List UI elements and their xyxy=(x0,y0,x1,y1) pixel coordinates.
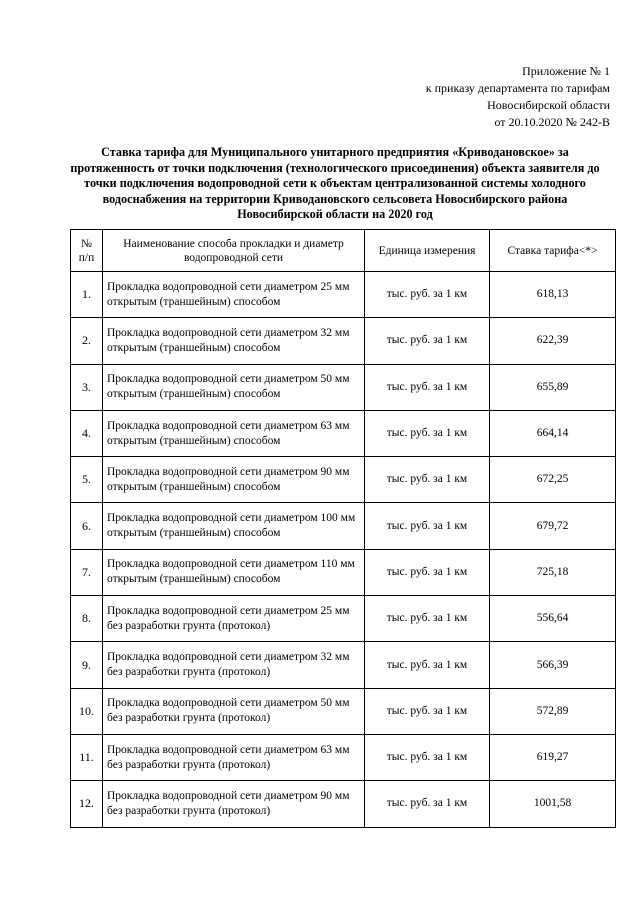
cell-unit: тыс. руб. за 1 км xyxy=(365,688,490,734)
cell-rate: 664,14 xyxy=(490,410,616,456)
cell-num: 1. xyxy=(71,272,103,318)
cell-num: 10. xyxy=(71,688,103,734)
table-row xyxy=(71,503,616,549)
table-row xyxy=(71,688,616,734)
header-unit: Единица измерения xyxy=(365,230,490,272)
cell-name: Прокладка водопроводной сети диаметром 32 мм открытым (траншейным) способом xyxy=(103,318,365,364)
cell-num: 7. xyxy=(71,549,103,595)
cell-rate: 619,27 xyxy=(490,734,616,780)
table-row xyxy=(71,457,616,503)
cell-num: 6. xyxy=(71,503,103,549)
appendix-line: Новосибирской области xyxy=(487,98,610,112)
table-row xyxy=(71,734,616,780)
cell-rate: 1001,58 xyxy=(490,781,616,827)
table-row xyxy=(71,549,616,595)
cell-rate: 618,13 xyxy=(490,272,616,318)
cell-num: 2. xyxy=(71,318,103,364)
cell-unit: тыс. руб. за 1 км xyxy=(365,734,490,780)
cell-unit: тыс. руб. за 1 км xyxy=(365,272,490,318)
appendix-block xyxy=(426,63,610,131)
cell-num: 9. xyxy=(71,642,103,688)
cell-num: 4. xyxy=(71,410,103,456)
cell-name: Прокладка водопроводной сети диаметром 100 мм открытым (траншейным) способом xyxy=(103,503,365,549)
cell-unit: тыс. руб. за 1 км xyxy=(365,364,490,410)
header-name: Наименование способа прокладки и диаметр водопроводной сети xyxy=(103,230,365,272)
appendix-line: Приложение № 1 xyxy=(522,64,610,78)
cell-name: Прокладка водопроводной сети диаметром 32 мм без разработки грунта (протокол) xyxy=(103,642,365,688)
appendix-line: от 20.10.2020 № 242-В xyxy=(494,115,610,129)
tariff-table xyxy=(70,229,616,828)
cell-rate: 655,89 xyxy=(490,364,616,410)
cell-rate: 725,18 xyxy=(490,549,616,595)
cell-num: 12. xyxy=(71,781,103,827)
table-header-row xyxy=(71,230,616,272)
cell-unit: тыс. руб. за 1 км xyxy=(365,457,490,503)
header-rate: Ставка тарифа<*> xyxy=(490,230,616,272)
cell-rate: 622,39 xyxy=(490,318,616,364)
table-row xyxy=(71,364,616,410)
header-num: № п/п xyxy=(71,230,103,272)
cell-name: Прокладка водопроводной сети диаметром 50 мм без разработки грунта (протокол) xyxy=(103,688,365,734)
cell-rate: 572,89 xyxy=(490,688,616,734)
cell-num: 11. xyxy=(71,734,103,780)
table-row xyxy=(71,318,616,364)
cell-num: 5. xyxy=(71,457,103,503)
cell-unit: тыс. руб. за 1 км xyxy=(365,781,490,827)
cell-name: Прокладка водопроводной сети диаметром 90 мм без разработки грунта (протокол) xyxy=(103,781,365,827)
table-row xyxy=(71,272,616,318)
cell-unit: тыс. руб. за 1 км xyxy=(365,642,490,688)
table-row xyxy=(71,781,616,827)
cell-unit: тыс. руб. за 1 км xyxy=(365,596,490,642)
cell-name: Прокладка водопроводной сети диаметром 25 мм без разработки грунта (протокол) xyxy=(103,596,365,642)
cell-name: Прокладка водопроводной сети диаметром 90 мм открытым (траншейным) способом xyxy=(103,457,365,503)
cell-name: Прокладка водопроводной сети диаметром 50 мм открытым (траншейным) способом xyxy=(103,364,365,410)
table-row xyxy=(71,642,616,688)
appendix-line: к приказу департамента по тарифам xyxy=(425,81,610,95)
cell-name: Прокладка водопроводной сети диаметром 63 мм без разработки грунта (протокол) xyxy=(103,734,365,780)
cell-num: 3. xyxy=(71,364,103,410)
cell-name: Прокладка водопроводной сети диаметром 25 мм открытым (траншейным) способом xyxy=(103,272,365,318)
cell-rate: 672,25 xyxy=(490,457,616,503)
cell-unit: тыс. руб. за 1 км xyxy=(365,503,490,549)
cell-rate: 556,64 xyxy=(490,596,616,642)
document-title: Ставка тарифа для Муниципального унитарного предприятия «Криводановское» за протяженность от точки подключения (технологического присоединения) объекта заявителя до точки подключения водопроводной сети к объектам централизованной системы холодного водоснабжения на территории Криводановского сельсовета Новосибирского района Новосибирской области на 2020 год xyxy=(70,145,600,221)
cell-unit: тыс. руб. за 1 км xyxy=(365,410,490,456)
table-row xyxy=(71,410,616,456)
cell-rate: 679,72 xyxy=(490,503,616,549)
cell-unit: тыс. руб. за 1 км xyxy=(365,549,490,595)
table-row xyxy=(71,596,616,642)
cell-unit: тыс. руб. за 1 км xyxy=(365,318,490,364)
cell-name: Прокладка водопроводной сети диаметром 110 мм открытым (траншейным) способом xyxy=(103,549,365,595)
cell-name: Прокладка водопроводной сети диаметром 63 мм открытым (траншейным) способом xyxy=(103,410,365,456)
cell-rate: 566,39 xyxy=(490,642,616,688)
cell-num: 8. xyxy=(71,596,103,642)
